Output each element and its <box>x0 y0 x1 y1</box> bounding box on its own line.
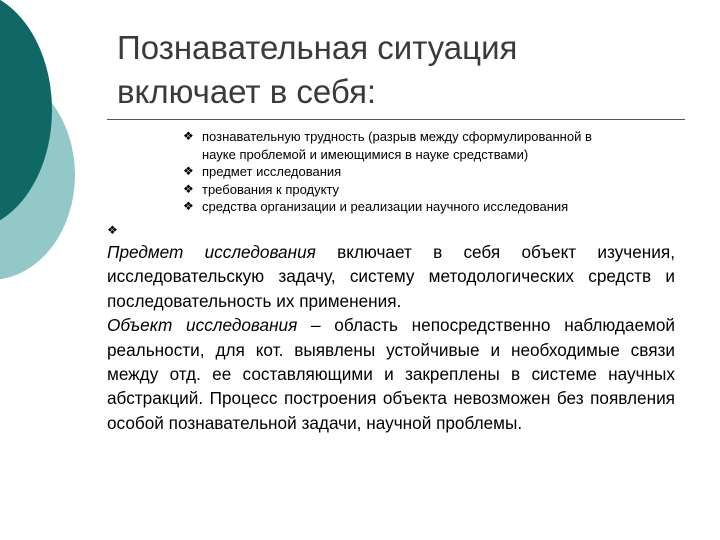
bullet-list <box>183 128 693 216</box>
bullet-text-line: познавательную трудность (разрыв между сформулированной в <box>202 129 592 144</box>
term-object: Объект исследования <box>107 315 298 336</box>
paragraph-subject <box>107 240 675 313</box>
diamond-bullet-icon: ❖ <box>183 199 194 213</box>
title-divider <box>107 119 685 120</box>
bullet-text-line: науке проблемой и имеющимися в науке средствами) <box>202 146 529 162</box>
body-text <box>107 240 675 435</box>
slide-title <box>117 26 697 114</box>
diamond-bullet-icon: ❖ <box>107 223 118 237</box>
title-line-1: Познавательная ситуация <box>117 29 518 66</box>
term-subject: Предмет исследования <box>107 242 316 262</box>
bullet-text-line: требования к продукту <box>202 181 340 197</box>
bullet-item <box>183 128 693 163</box>
bullet-item <box>183 181 693 199</box>
bullet-text-line: предмет исследования <box>202 164 342 179</box>
diamond-bullet-icon: ❖ <box>183 181 194 196</box>
paragraph-object <box>107 313 675 435</box>
title-line-2: включает в себя: <box>117 73 377 110</box>
diamond-bullet-icon: ❖ <box>183 129 194 143</box>
bullet-item <box>183 163 693 181</box>
bullet-text-line: средства организации и реализации научного исследования <box>202 199 569 214</box>
definition-object: – область непосредственно наблюдаемой реальности, для кот. выявлены устойчивые и необходимые связи между отд. ее составляющими и закреплены в системе научных абстракций. Процесс построения объекта невозможен без появления особой познавательной задачи, научной проблемы. <box>107 315 675 433</box>
definition-subject: включает в себя объект изучения, исследовательскую задачу, систему методологических средств и последовательность их применения. <box>107 242 675 311</box>
diamond-bullet-icon: ❖ <box>183 164 194 178</box>
bullet-item <box>183 198 693 216</box>
